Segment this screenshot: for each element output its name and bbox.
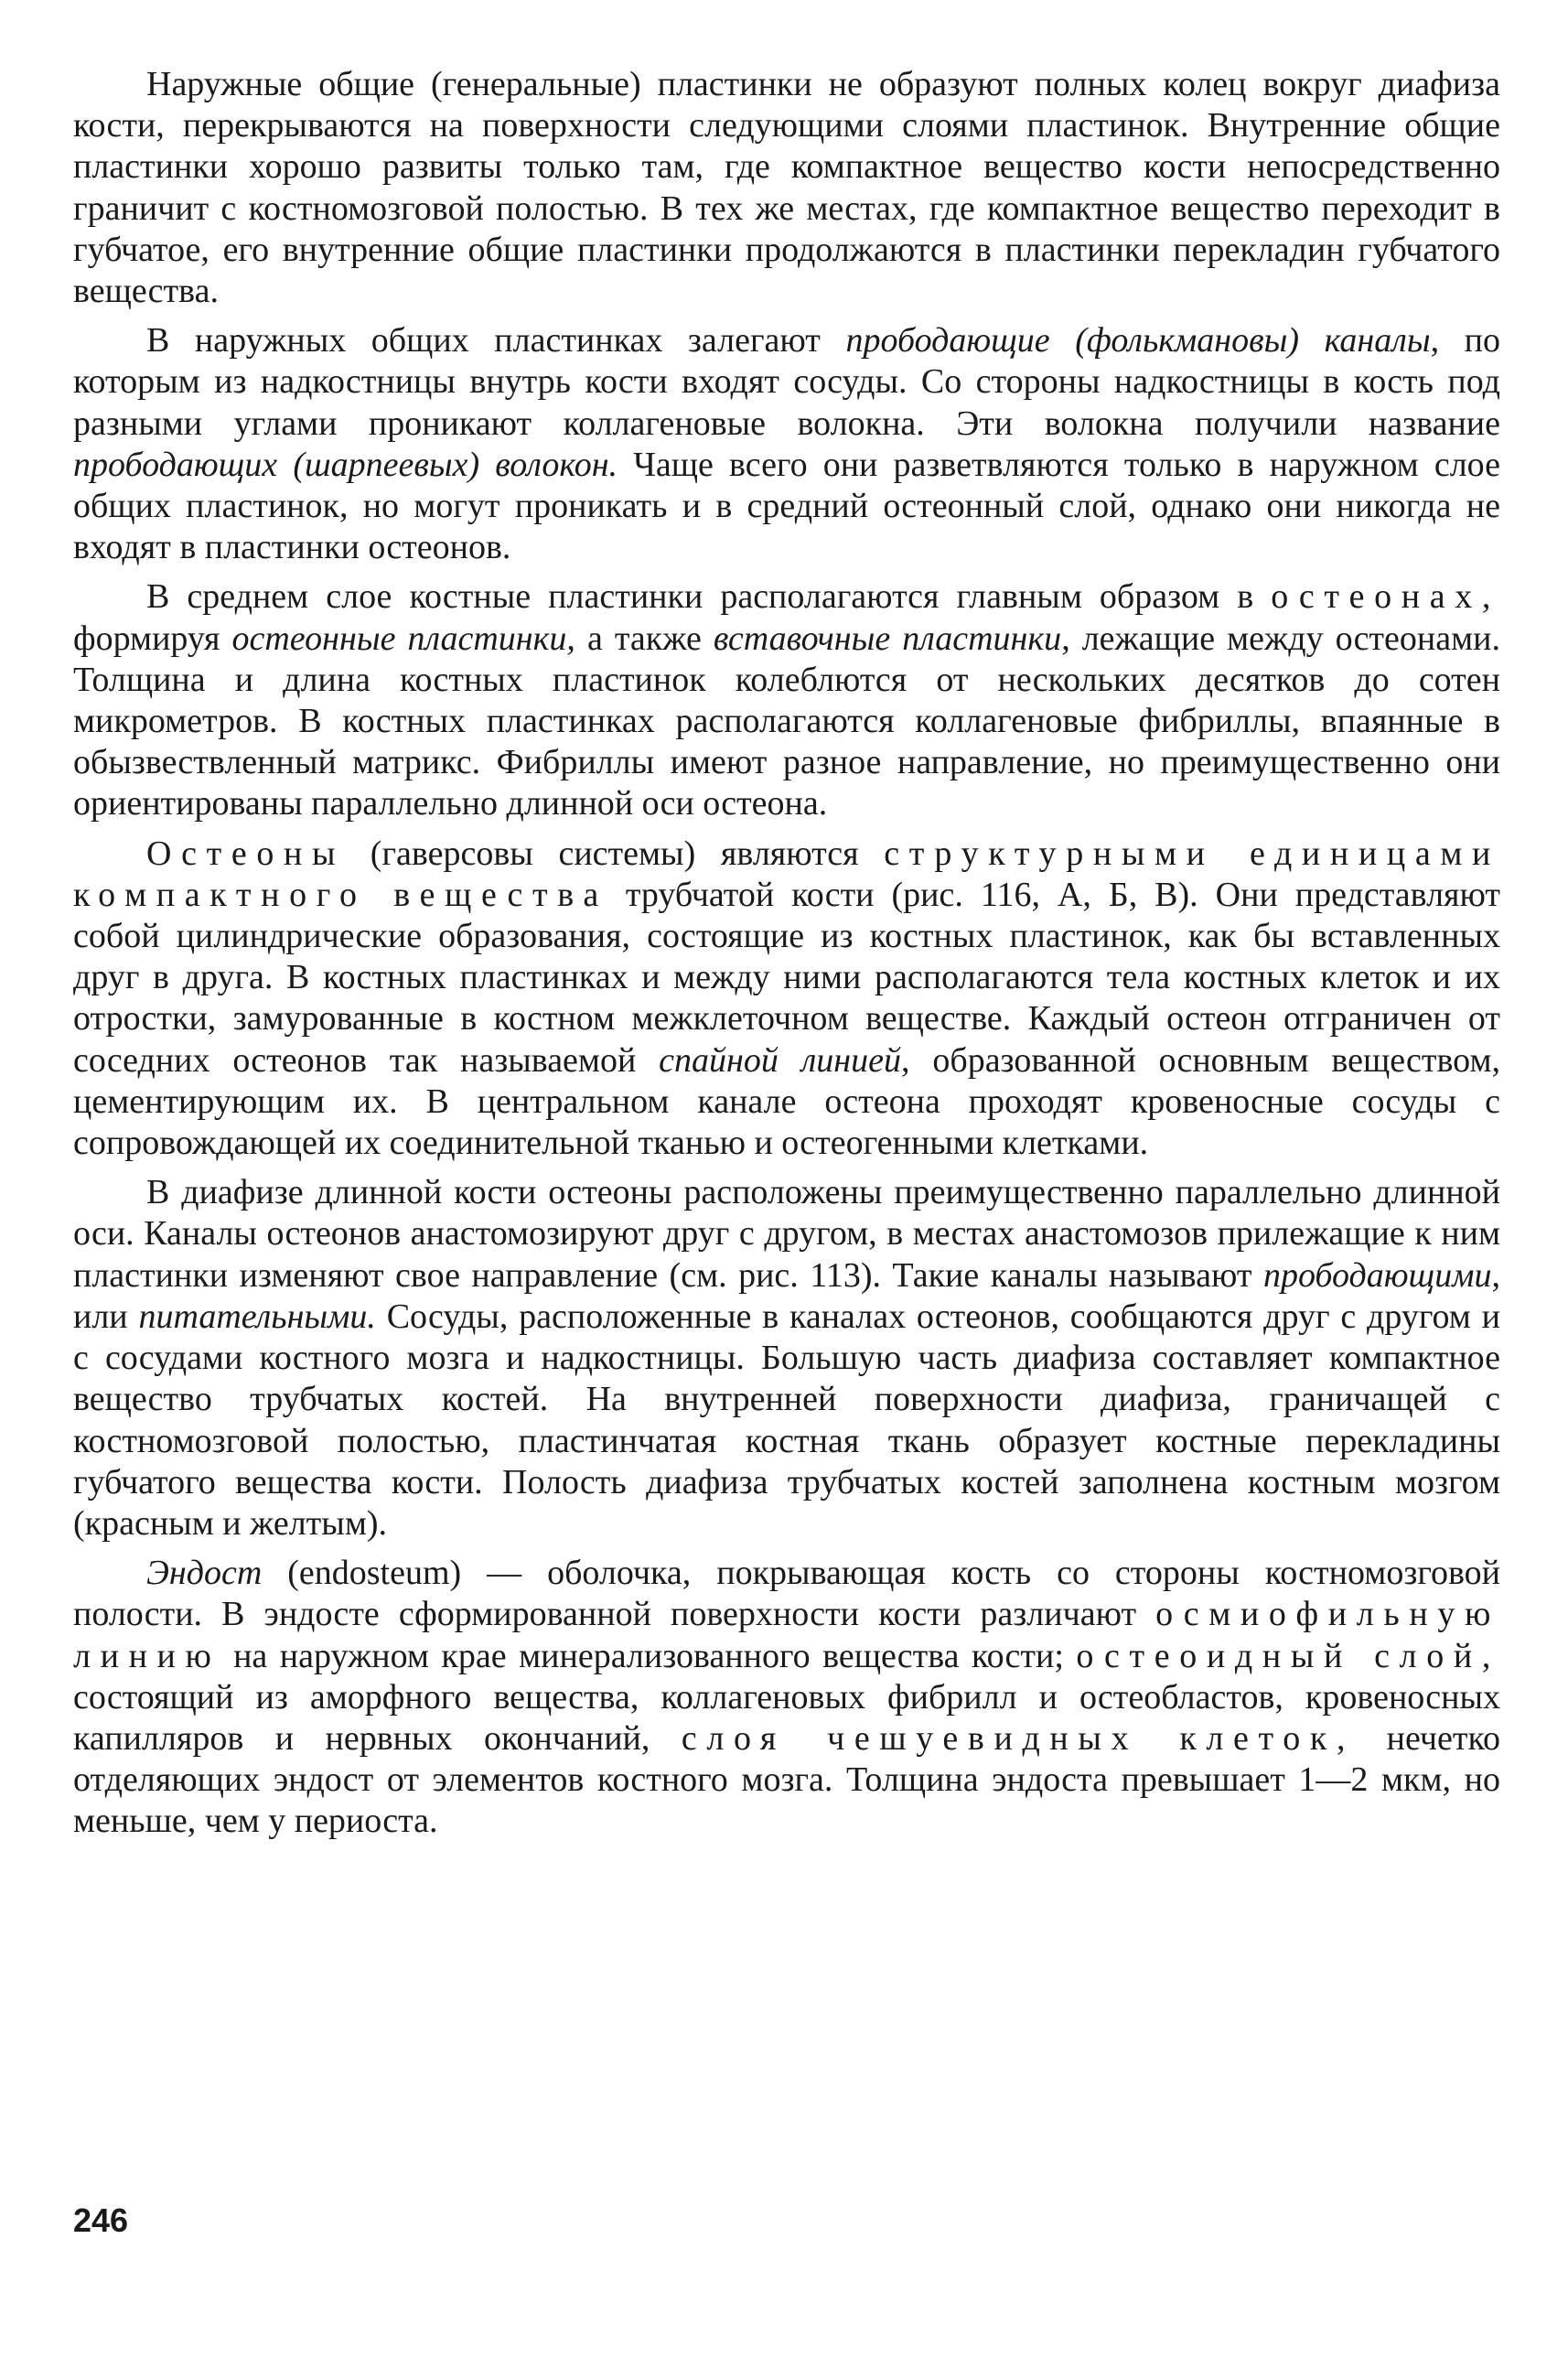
page-body bbox=[73, 64, 1500, 1843]
text-run: В среднем слое костные пластинки располагаются главным образом в bbox=[146, 577, 1272, 617]
text-run: , или bbox=[73, 1255, 1500, 1336]
term-cement-line: спайной линией bbox=[659, 1040, 902, 1080]
term-nutrient: питательными. bbox=[138, 1297, 376, 1336]
term-osteons-heading: Остеоны bbox=[146, 834, 346, 873]
text-run: состоящий из аморфного вещества, коллагеновых фибрилл и остеобластов, кровеносных капилляров и нервных окончаний, bbox=[73, 1677, 1500, 1758]
text-run: , лежащие между остеонами. Толщина и длина костных пластинок колеблются от нескольких десятков до сотен микрометров. В костных пластинках располагаются коллагеновые фибриллы, впаянные в обызвествленный матрикс. Фибриллы имеют разное направление, но преимущественно они ориентированы параллельно длинной оси остеона. bbox=[73, 619, 1500, 823]
text-run: , образованной основным веществом, цементирующим их. В центральном канале остеона проходят кровеносные сосуды с сопровождающей их соединительной тканью и остеогенными клетками. bbox=[73, 1040, 1500, 1163]
text-run: (гаверсовы системы) являются bbox=[345, 834, 885, 873]
paragraph-diaphysis bbox=[73, 1172, 1500, 1544]
text-run: нечетко отделяющих эндост от элементов костного мозга. Толщина эндоста превышает 1—2 мкм, но меньше, чем у периоста. bbox=[73, 1718, 1501, 1841]
text-run: В диафизе длинной кости остеоны расположены преимущественно параллельно длинной оси. Каналы остеонов анастомозируют друг с другом, в местах анастомозов прилежащие к ним пластинки изменяют свое направление (см. рис. 113). Такие каналы называют bbox=[73, 1173, 1500, 1295]
term-interstitial-lamellae: вставочные пластинки bbox=[713, 619, 1062, 658]
term-osteoid-layer: остеоидный слой, bbox=[1076, 1636, 1500, 1675]
text-run: формируя bbox=[73, 619, 232, 658]
text-run: Чаще всего они разветвляются только в наружном слое общих пластинок, но могут проникать и в средний остеонный слой, однако они никогда не входят в пластинки остеонов. bbox=[73, 445, 1500, 567]
term-osteons-spaced: остеонах, bbox=[1271, 577, 1500, 617]
term-endosteum: Эндост bbox=[146, 1554, 263, 1593]
paragraph-endosteum bbox=[73, 1553, 1500, 1842]
text-run: трубчатой кости (рис. 116, А, Б, В). Они представляют собой цилиндрические образования, состоящие из костных пластинок, как бы вставленных друг в друга. В костных пластинках и между ними располагаются тела костных клеток и их отростки, замурованные в костном межклеточном веществе. Каждый остеон отграничен от соседних остеонов так называемой bbox=[73, 875, 1501, 1080]
text-run: , по которым из надкостницы внутрь кости входят сосуды. Со стороны надкостницы в кость под разными углами проникают коллагеновые волокна. Эти волокна получили название bbox=[73, 321, 1500, 443]
paragraph-osteons bbox=[73, 834, 1500, 1165]
term-perforating-canals: прободающие (фолькмановы) каналы bbox=[845, 321, 1431, 361]
term-osmiophilic-line: осмиофильную линию bbox=[73, 1595, 1500, 1675]
text-run: Наружные общие (генеральные) пластинки не образуют полных колец вокруг диафиза кости, перекрываются на поверхности следующими слоями пластинок. Внутренние общие пластинки хорошо развиты только там, где компактное вещество кости непосредственно граничит с костномозговой полостью. В тех же местах, где компактное вещество переходит в губчатое, его внутренние общие пластинки продолжаются в пластинки перекладин губчатого вещества. bbox=[73, 65, 1500, 311]
term-squamous-cell-layer: слоя чешуевидных клеток, bbox=[681, 1718, 1356, 1758]
text-run: (endosteum) — оболочка, покрывающая кость со стороны костномозговой полости. В эндосте сформированной поверхности кости различают bbox=[73, 1554, 1500, 1634]
text-run: на наружном крае минерализованного вещества кости; bbox=[220, 1636, 1077, 1675]
page-number: 246 bbox=[73, 2201, 129, 2239]
text-run: а также bbox=[575, 619, 714, 658]
term-perforating: прободающими bbox=[1262, 1255, 1492, 1295]
text-run: Сосуды, расположенные в каналах остеонов, сообщаются друг с другом и с сосудами костного мозга и надкостницы. Большую часть диафиза составляет компактное вещество трубчатых костей. На внутренней поверхности диафиза, граничащей с костномозговой полостью, пластинчатая костная ткань образует костные перекладины губчатого вещества кости. Полость диафиза трубчатых костей заполнена костным мозгом (красным и желтым). bbox=[73, 1297, 1500, 1543]
text-run: В наружных общих пластинках залегают bbox=[146, 321, 846, 361]
term-structural-units: структурными единицами компактного вещества bbox=[73, 834, 1500, 914]
term-sharpey-fibers: прободающих (шарпеевых) волокон. bbox=[73, 445, 618, 484]
paragraph-general-lamellae bbox=[73, 64, 1500, 312]
paragraph-perforating-canals bbox=[73, 320, 1500, 568]
paragraph-middle-layer bbox=[73, 576, 1500, 824]
term-osteon-lamellae: остеонные пластинки, bbox=[231, 619, 575, 658]
